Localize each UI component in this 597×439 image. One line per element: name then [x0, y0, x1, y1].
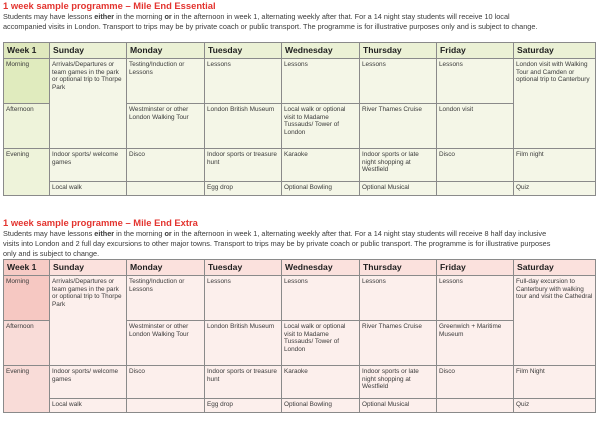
header-wednesday: Wednesday	[282, 260, 360, 276]
cell-tuesday-evening-2: Egg drop	[205, 182, 282, 196]
table-row-evening-extra	[4, 182, 596, 196]
cell-thursday-evening: Indoor sports or late night shopping at Westfield	[360, 149, 437, 182]
intro-line-2: accompanied visits in London. Transport to trips may be by private coach or public transport. The programme is for illustrative purposes only and is subject to change.	[3, 22, 538, 31]
schedule-table	[3, 259, 596, 413]
cell-tuesday-morning: Lessons	[205, 276, 282, 321]
header-saturday: Saturday	[514, 260, 596, 276]
table-header-row	[4, 43, 596, 59]
cell-friday-evening: Disco	[437, 149, 514, 182]
cell-thursday-evening-2: Optional Musical	[360, 182, 437, 196]
cell-friday-afternoon: Greenwich + Maritime Museum	[437, 321, 514, 366]
cell-monday-evening: Disco	[127, 366, 205, 399]
header-monday: Monday	[127, 260, 205, 276]
table-row-morning	[4, 276, 596, 321]
cell-thursday-morning: Lessons	[360, 59, 437, 104]
intro-line-3: only and is subject to change.	[3, 249, 100, 258]
table-row-evening-extra	[4, 399, 596, 413]
table-header-row	[4, 260, 596, 276]
cell-saturday-day: Full-day excursion to Canterbury with walking tour and visit the Cathedral	[514, 276, 596, 366]
cell-wednesday-afternoon: Local walk or optional visit to Madame Tussauds/ Tower of London	[282, 104, 360, 149]
cell-wednesday-evening-2: Optional Bowling	[282, 399, 360, 413]
header-friday: Friday	[437, 260, 514, 276]
cell-wednesday-evening: Karaoke	[282, 366, 360, 399]
cell-tuesday-morning: Lessons	[205, 59, 282, 104]
slot-label-morning: Morning	[4, 276, 50, 321]
cell-thursday-afternoon: River Thames Cruise	[360, 104, 437, 149]
cell-tuesday-evening: Indoor sports or treasure hunt	[205, 366, 282, 399]
cell-tuesday-evening: Indoor sports or treasure hunt	[205, 149, 282, 182]
intro-line-1: Students may have lessons either in the morning or in the afternoon in week 1, alternating weekly after that. For a 14 night stay students will receive 8 half day inclusive	[3, 229, 547, 238]
header-thursday: Thursday	[360, 43, 437, 59]
section-title: 1 week sample programme – Mile End Essential	[3, 0, 216, 11]
cell-saturday-day: London visit with Walking Tour and Camden or optional trip to Canterbury	[514, 59, 596, 149]
section-mile-end-essential	[3, 0, 595, 196]
cell-wednesday-morning: Lessons	[282, 276, 360, 321]
cell-monday-morning: Testing/Induction or Lessons	[127, 59, 205, 104]
cell-sunday-evening-2: Local walk	[50, 399, 127, 413]
slot-label-evening: Evening	[4, 366, 50, 413]
header-thursday: Thursday	[360, 260, 437, 276]
cell-friday-afternoon: London visit	[437, 104, 514, 149]
header-tuesday: Tuesday	[205, 43, 282, 59]
cell-monday-afternoon: Westminster or other London Walking Tour	[127, 321, 205, 366]
slot-label-afternoon: Afternoon	[4, 321, 50, 366]
cell-thursday-evening: Indoor sports or late night shopping at Westfield	[360, 366, 437, 399]
cell-tuesday-afternoon: London British Museum	[205, 321, 282, 366]
cell-friday-morning: Lessons	[437, 276, 514, 321]
table-row-morning	[4, 59, 596, 104]
cell-thursday-morning: Lessons	[360, 276, 437, 321]
header-sunday: Sunday	[50, 260, 127, 276]
cell-wednesday-afternoon: Local walk or optional visit to Madame Tussauds/ Tower of London	[282, 321, 360, 366]
cell-sunday-evening: Indoor sports/ welcome games	[50, 366, 127, 399]
cell-monday-afternoon: Westminster or other London Walking Tour	[127, 104, 205, 149]
cell-monday-evening: Disco	[127, 149, 205, 182]
table-row-evening	[4, 149, 596, 182]
cell-wednesday-morning: Lessons	[282, 59, 360, 104]
cell-wednesday-evening: Karaoke	[282, 149, 360, 182]
header-week: Week 1	[4, 260, 50, 276]
cell-monday-evening-2	[127, 399, 205, 413]
cell-saturday-evening: Film night	[514, 149, 596, 182]
section-intro	[3, 12, 595, 42]
header-week: Week 1	[4, 43, 50, 59]
intro-line-2: visits into London and 2 full day excursions to other major towns. Transport to trips may be by private coach or public transport. The programme is for illustrative purposes	[3, 239, 551, 248]
cell-sunday-evening: Indoor sports/ welcome games	[50, 149, 127, 182]
cell-monday-morning: Testing/Induction or Lessons	[127, 276, 205, 321]
schedule-table	[3, 42, 596, 196]
table-row-evening	[4, 366, 596, 399]
section-mile-end-extra	[3, 217, 595, 413]
cell-tuesday-evening-2: Egg drop	[205, 399, 282, 413]
header-sunday: Sunday	[50, 43, 127, 59]
cell-saturday-evening-2: Quiz	[514, 182, 596, 196]
cell-friday-evening: Disco	[437, 366, 514, 399]
cell-wednesday-evening-2: Optional Bowling	[282, 182, 360, 196]
cell-saturday-evening: Film Night	[514, 366, 596, 399]
header-friday: Friday	[437, 43, 514, 59]
cell-sunday-day: Arrivals/Departures or team games in the park or optional trip to Thorpe Park	[50, 59, 127, 149]
cell-monday-evening-2	[127, 182, 205, 196]
header-wednesday: Wednesday	[282, 43, 360, 59]
slot-label-morning: Morning	[4, 59, 50, 104]
section-title: 1 week sample programme – Mile End Extra	[3, 217, 198, 228]
slot-label-afternoon: Afternoon	[4, 104, 50, 149]
cell-tuesday-afternoon: London British Museum	[205, 104, 282, 149]
slot-label-evening: Evening	[4, 149, 50, 196]
header-monday: Monday	[127, 43, 205, 59]
cell-sunday-evening-2: Local walk	[50, 182, 127, 196]
cell-thursday-afternoon: River Thames Cruise	[360, 321, 437, 366]
intro-line-1: Students may have lessons either in the morning or in the afternoon in week 1, alternating weekly after that. For a 14 night stay students will receive 10 local	[3, 12, 510, 21]
header-tuesday: Tuesday	[205, 260, 282, 276]
cell-sunday-day: Arrivals/Departures or team games in the park or optional trip to Thorpe Park	[50, 276, 127, 366]
section-intro	[3, 229, 595, 259]
header-saturday: Saturday	[514, 43, 596, 59]
cell-friday-morning: Lessons	[437, 59, 514, 104]
cell-friday-evening-2	[437, 182, 514, 196]
cell-thursday-evening-2: Optional Musical	[360, 399, 437, 413]
cell-friday-evening-2	[437, 399, 514, 413]
cell-saturday-evening-2: Quiz	[514, 399, 596, 413]
